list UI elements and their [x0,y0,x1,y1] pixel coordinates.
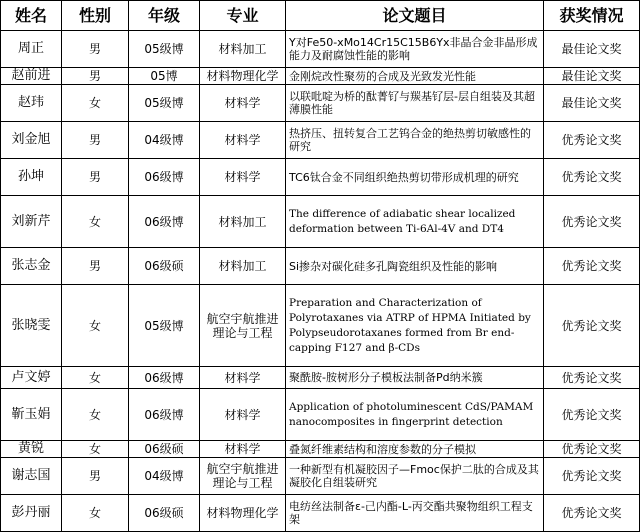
gender-cell: 女 [62,85,129,122]
grade-cell: 04级博 [129,122,200,159]
award-cell: 优秀论文奖 [544,367,640,389]
grade-cell: 06级硕 [129,495,200,532]
table-row [1,389,640,441]
name-cell: 卢文婷 [1,367,62,389]
gender-cell: 男 [62,122,129,159]
header-name: 姓名 [1,1,62,31]
grade-cell: 06级博 [129,196,200,248]
major-cell: 材料加工 [200,31,286,68]
table-row [1,441,640,458]
major-cell: 材料物理化学 [200,495,286,532]
gender-cell: 男 [62,68,129,85]
gender-cell: 女 [62,285,129,367]
gender-cell: 男 [62,31,129,68]
name-cell: 周正 [1,31,62,68]
award-cell: 最佳论文奖 [544,68,640,85]
name-cell: 刘新芹 [1,196,62,248]
award-cell: 最佳论文奖 [544,31,640,68]
title-cell: 热挤压、扭转复合工艺钨合金的绝热剪切敏感性的研究 [286,122,544,159]
gender-cell: 女 [62,389,129,441]
grade-cell: 06级博 [129,367,200,389]
grade-cell: 06级硕 [129,441,200,458]
table-row [1,68,640,85]
gender-cell: 男 [62,159,129,196]
title-cell: Preparation and Characterization of Polyrotaxanes via ATRP of HPMA Initiated by Polypseudorotaxanes formed from Br end-capping F127 and β-CDs [286,285,544,367]
award-cell: 优秀论文奖 [544,196,640,248]
major-cell: 材料学 [200,389,286,441]
grade-cell: 05级博 [129,285,200,367]
award-cell: 优秀论文奖 [544,495,640,532]
header-title: 论文题目 [286,1,544,31]
grade-cell: 06级博 [129,389,200,441]
award-cell: 优秀论文奖 [544,441,640,458]
title-cell: 叠氮纤维素结构和溶度参数的分子模拟 [286,441,544,458]
gender-cell: 男 [62,458,129,495]
name-cell: 黄锐 [1,441,62,458]
table-row [1,122,640,159]
table-body [1,31,640,532]
award-cell: 优秀论文奖 [544,122,640,159]
table-row [1,248,640,285]
grade-cell: 06级硕 [129,248,200,285]
name-cell: 赵玮 [1,85,62,122]
title-cell: Y对Fe50-xMo14Cr15C15B6Yx非晶合金非晶形成能力及耐腐蚀性能的影响 [286,31,544,68]
title-cell: Application of photoluminescent CdS/PAMAM nanocomposites in fingerprint detection [286,389,544,441]
table-row [1,367,640,389]
major-cell: 材料学 [200,85,286,122]
header-gender: 性别 [62,1,129,31]
major-cell: 材料学 [200,159,286,196]
gender-cell: 男 [62,248,129,285]
award-cell: 最佳论文奖 [544,85,640,122]
name-cell: 谢志国 [1,458,62,495]
grade-cell: 05级博 [129,85,200,122]
title-cell: 以联吡啶为桥的酞菁钌与羰基钌层-层自组装及其超薄膜性能 [286,85,544,122]
title-cell: 聚酰胺-胺树形分子模板法制备Pd纳米簇 [286,367,544,389]
name-cell: 张晓雯 [1,285,62,367]
title-cell: 金刚烷改性聚芴的合成及光致发光性能 [286,68,544,85]
major-cell: 材料学 [200,122,286,159]
name-cell: 刘金旭 [1,122,62,159]
header-grade: 年级 [129,1,200,31]
header-award: 获奖情况 [544,1,640,31]
gender-cell: 女 [62,441,129,458]
major-cell: 材料学 [200,441,286,458]
award-cell: 优秀论文奖 [544,248,640,285]
table-row [1,31,640,68]
name-cell: 彭丹丽 [1,495,62,532]
major-cell: 航空宇航推进理论与工程 [200,285,286,367]
table-row [1,458,640,495]
award-cell: 优秀论文奖 [544,458,640,495]
major-cell: 航空宇航推进理论与工程 [200,458,286,495]
major-cell: 材料学 [200,367,286,389]
title-cell: TC6钛合金不同组织绝热剪切带形成机理的研究 [286,159,544,196]
title-cell: Si掺杂对碳化硅多孔陶瓷组织及性能的影响 [286,248,544,285]
title-cell: 电纺丝法制备ε-己内酯-L-丙交酯共聚物组织工程支架 [286,495,544,532]
award-cell: 优秀论文奖 [544,285,640,367]
header-row [1,1,640,31]
name-cell: 孙坤 [1,159,62,196]
table-row [1,196,640,248]
title-cell: The difference of adiabatic shear localized deformation between Ti-6Al-4V and DT4 [286,196,544,248]
table-row [1,495,640,532]
name-cell: 靳玉娟 [1,389,62,441]
title-cell: 一种新型有机凝胶因子—Fmoc保护二肽的合成及其凝胶化自组装研究 [286,458,544,495]
grade-cell: 04级博 [129,458,200,495]
name-cell: 张志金 [1,248,62,285]
name-cell: 赵前进 [1,68,62,85]
gender-cell: 女 [62,495,129,532]
table-row [1,85,640,122]
award-cell: 优秀论文奖 [544,389,640,441]
grade-cell: 05级博 [129,31,200,68]
gender-cell: 女 [62,196,129,248]
grade-cell: 06级博 [129,159,200,196]
table-row [1,285,640,367]
major-cell: 材料物理化学 [200,68,286,85]
header-major: 专业 [200,1,286,31]
award-cell: 优秀论文奖 [544,159,640,196]
major-cell: 材料加工 [200,196,286,248]
grade-cell: 05博 [129,68,200,85]
gender-cell: 女 [62,367,129,389]
major-cell: 材料加工 [200,248,286,285]
table-row [1,159,640,196]
